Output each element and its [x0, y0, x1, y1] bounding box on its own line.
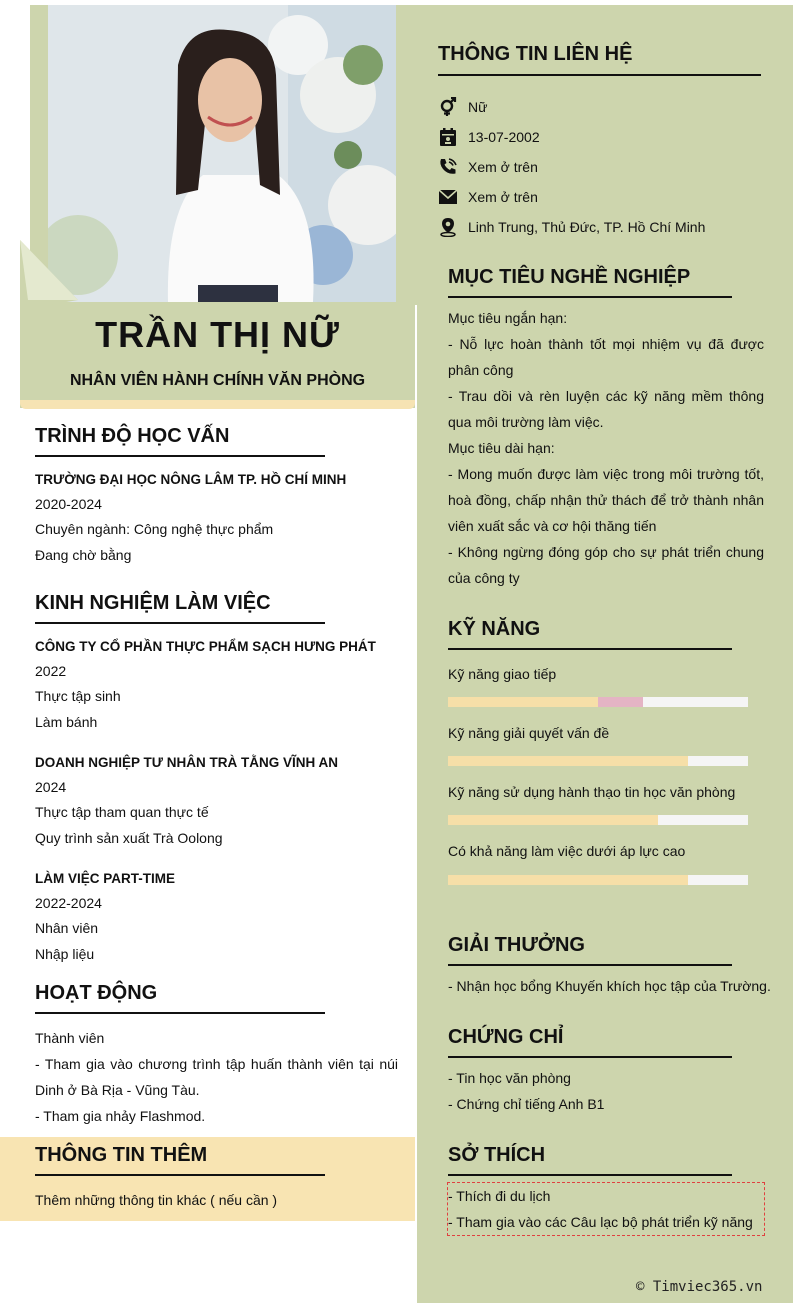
activities-title: HOẠT ĐỘNG	[35, 982, 158, 1004]
location-pin-icon	[437, 217, 459, 237]
certificates-title: CHỨNG CHỈ	[448, 1026, 564, 1048]
objective-long-label: Mục tiêu dài hạn:	[448, 440, 555, 456]
experience-role: Thực tập tham quan thực tế	[35, 804, 209, 820]
objective-title: MỤC TIÊU NGHỀ NGHIỆP	[448, 266, 691, 288]
activities-underline	[35, 1012, 325, 1014]
skills-title: KỸ NĂNG	[448, 618, 541, 640]
address-value: Linh Trung, Thủ Đức, TP. Hồ Chí Minh	[468, 219, 706, 235]
experience-company: CÔNG TY CỔ PHẦN THỰC PHẨM SẠCH HƯNG PHÁT	[35, 639, 376, 654]
skill-bar-fill	[448, 875, 688, 885]
skill-bar	[448, 697, 748, 707]
hobby-item: - Tham gia vào các Câu lạc bộ phát triển kỹ năng	[448, 1214, 753, 1230]
experience-title: KINH NGHIỆM LÀM VIỆC	[35, 592, 271, 614]
awards-underline	[448, 964, 732, 966]
education-underline	[35, 455, 325, 457]
awards-title: GIẢI THƯỞNG	[448, 934, 585, 956]
education-years: 2020-2024	[35, 496, 102, 512]
experience-desc: Quy trình sản xuất Trà Oolong	[35, 830, 223, 846]
education-status: Đang chờ bằng	[35, 547, 132, 563]
hobbies-title: SỞ THÍCH	[448, 1144, 546, 1166]
certificates-underline	[448, 1056, 732, 1058]
experience-underline	[35, 622, 325, 624]
education-school: TRƯỜNG ĐẠI HỌC NÔNG LÂM TP. HỒ CHÍ MINH	[35, 472, 347, 487]
phone-icon	[437, 157, 459, 177]
page-fold-decoration	[18, 240, 78, 310]
objective-item: - Mong muốn được làm việc trong môi trường tốt, hoà đồng, chấp nhận thử thách để trở thành nhân viên xuất sắc và cơ hội thăng tiến	[448, 466, 764, 534]
certificate-item: - Tin học văn phòng	[448, 1070, 571, 1086]
contact-address	[437, 216, 705, 238]
contact-phone	[437, 156, 538, 178]
experience-desc: Nhập liệu	[35, 946, 95, 962]
experience-company: DOANH NGHIỆP TƯ NHÂN TRÀ TẰNG VĨNH AN	[35, 755, 338, 770]
activities-role: Thành viên	[35, 1030, 105, 1046]
objective-item: - Trau dồi và rèn luyện các kỹ năng mềm thông qua môi trường làm việc.	[448, 388, 764, 430]
experience-desc: Làm bánh	[35, 714, 98, 730]
extra-info-underline	[35, 1174, 325, 1176]
skill-label: Kỹ năng giải quyết vấn đề	[448, 725, 610, 741]
experience-role: Nhân viên	[35, 920, 99, 936]
skill-bar-accent	[598, 697, 643, 707]
experience-year: 2022-2024	[35, 895, 102, 911]
skill-label: Kỹ năng sử dụng hành thạo tin học văn phòng	[448, 784, 736, 800]
education-title: TRÌNH ĐỘ HỌC VẤN	[35, 425, 230, 447]
skill-bar-fill	[448, 815, 658, 825]
extra-info-text: Thêm những thông tin khác ( nếu cần )	[35, 1192, 278, 1208]
education-major: Chuyên ngành: Công nghệ thực phẩm	[35, 521, 274, 537]
objective-item: - Không ngừng đóng góp cho sự phát triển chung của công ty	[448, 544, 764, 586]
birthday-value: 13-07-2002	[468, 129, 540, 145]
hobbies-underline	[448, 1174, 732, 1176]
phone-value: Xem ở trên	[468, 159, 538, 175]
skills-underline	[448, 648, 732, 650]
skill-bar-fill	[448, 756, 688, 766]
gender-value: Nữ	[468, 99, 488, 115]
objective-item: - Nỗ lực hoàn thành tốt mọi nhiệm vụ đã được phân công	[448, 336, 764, 378]
experience-year: 2022	[35, 663, 67, 679]
candidate-job-title: NHÂN VIÊN HÀNH CHÍNH VĂN PHÒNG	[69, 372, 366, 389]
hobby-item: - Thích đi du lịch	[448, 1188, 551, 1204]
experience-role: Thực tập sinh	[35, 688, 121, 704]
contact-birthday	[437, 126, 540, 148]
gender-icon	[437, 97, 459, 117]
awards-item: - Nhận học bổng Khuyến khích học tập của Trường.	[448, 978, 771, 994]
watermark: © Timviec365.vn	[636, 1279, 763, 1295]
contact-gender	[437, 96, 487, 118]
objective-short-label: Mục tiêu ngắn hạn:	[448, 310, 568, 326]
contact-title: THÔNG TIN LIÊN HỆ	[438, 43, 633, 65]
name-band-edge	[20, 400, 415, 409]
experience-company: LÀM VIỆC PART-TIME	[35, 871, 175, 886]
contact-underline	[438, 74, 761, 76]
candidate-name: TRẦN THỊ NỮ	[95, 314, 340, 355]
skill-label: Có khả năng làm việc dưới áp lực cao	[448, 843, 686, 859]
certificate-item: - Chứng chỉ tiếng Anh B1	[448, 1096, 605, 1112]
skill-bar	[448, 875, 748, 885]
profile-photo	[48, 5, 396, 302]
contact-email	[437, 186, 538, 208]
skill-bar	[448, 756, 748, 766]
envelope-icon	[437, 187, 459, 207]
extra-info-title: THÔNG TIN THÊM	[35, 1144, 208, 1166]
calendar-icon	[437, 127, 459, 147]
experience-year: 2024	[35, 779, 67, 795]
skill-label: Kỹ năng giao tiếp	[448, 666, 557, 682]
objective-underline	[448, 296, 732, 298]
skill-bar	[448, 815, 748, 825]
email-value: Xem ở trên	[468, 189, 538, 205]
activities-item: - Tham gia vào chương trình tập huấn thành viên tại núi Dinh ở Bà Rịa - Vũng Tàu.	[35, 1056, 398, 1098]
activities-item: - Tham gia nhảy Flashmod.	[35, 1108, 206, 1124]
skill-bar-fill	[448, 697, 598, 707]
